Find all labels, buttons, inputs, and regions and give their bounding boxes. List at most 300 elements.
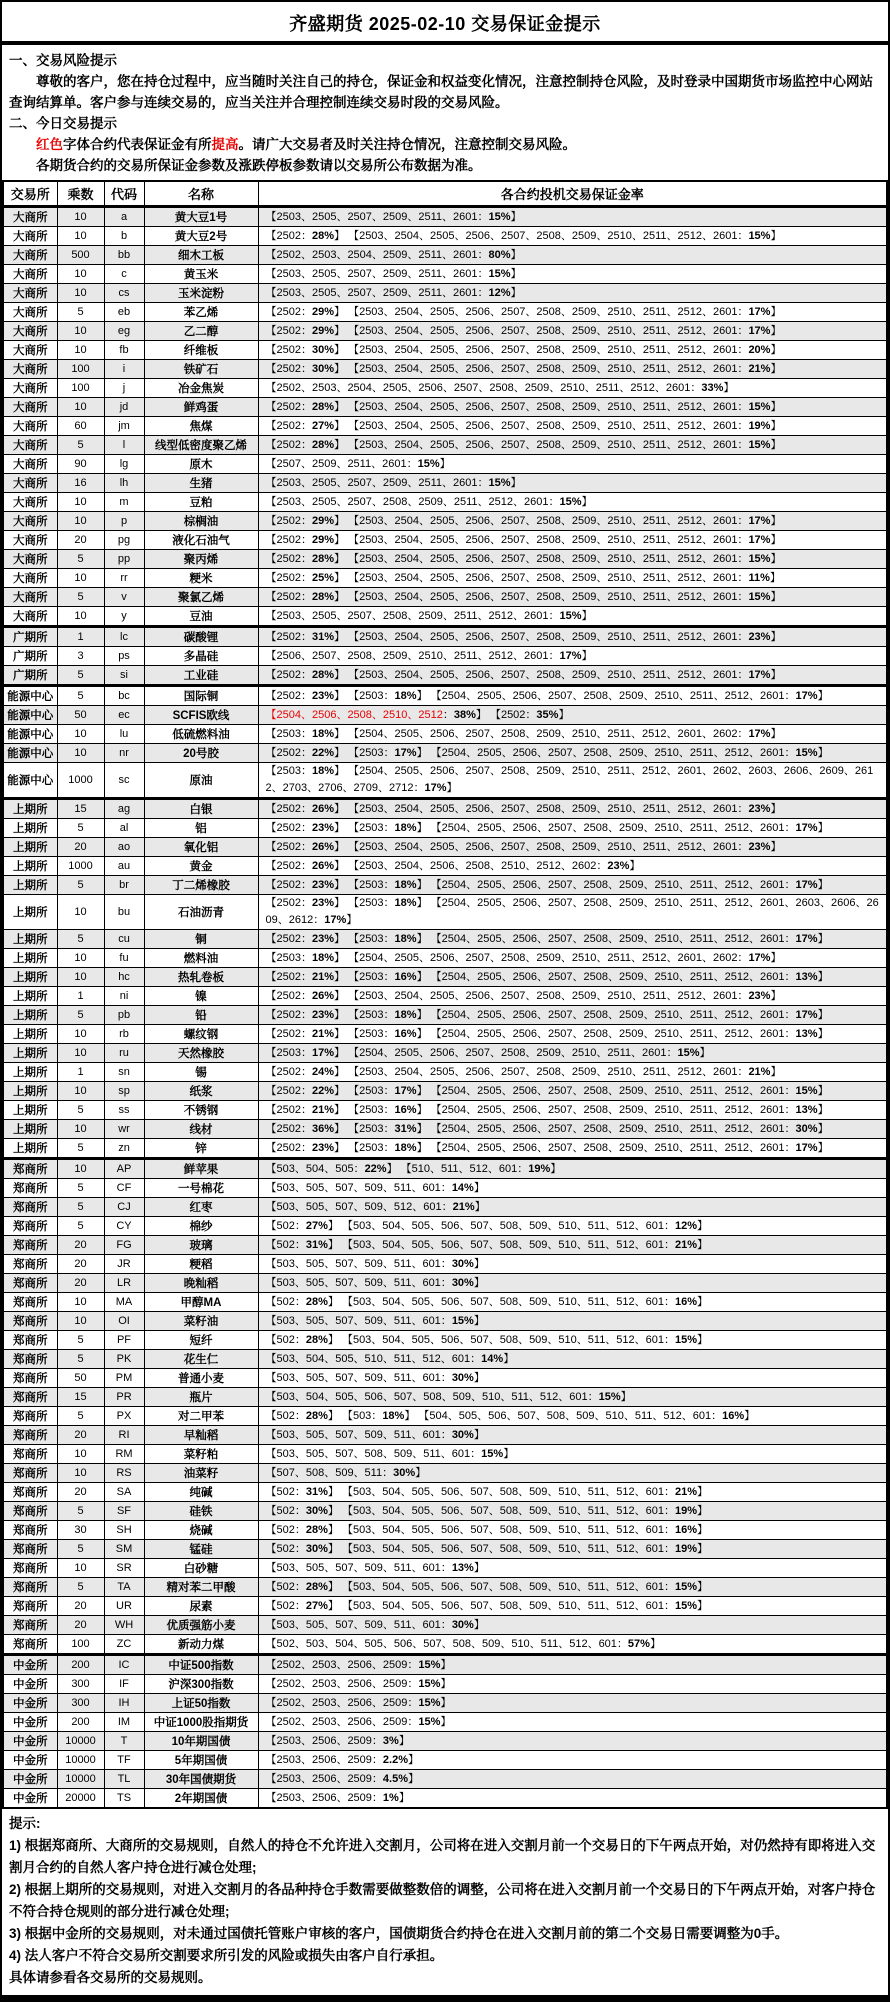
table-row — [3, 725, 887, 744]
name-cell: 5年期国债 — [144, 1751, 258, 1770]
code-cell: RI — [104, 1426, 144, 1445]
margin-rate-cell — [258, 1120, 887, 1139]
multiplier-cell: 15 — [57, 799, 104, 819]
multiplier-cell: 300 — [57, 1694, 104, 1713]
table-row — [3, 876, 887, 895]
multiplier-cell: 1 — [57, 987, 104, 1006]
name-cell: 粳米 — [144, 569, 258, 588]
table-row — [3, 857, 887, 876]
multiplier-cell: 5 — [57, 1198, 104, 1217]
table-row — [3, 1388, 887, 1407]
table-row — [3, 1350, 887, 1369]
code-cell: ss — [104, 1101, 144, 1120]
table-row — [3, 493, 887, 512]
multiplier-cell: 20 — [57, 1597, 104, 1616]
code-cell: IH — [104, 1694, 144, 1713]
margin-rate-cell — [258, 1713, 887, 1732]
exchange-cell: 中金所 — [3, 1675, 57, 1694]
exchange-cell: 上期所 — [3, 1139, 57, 1159]
margin-rate-cell — [258, 436, 887, 455]
multiplier-cell: 5 — [57, 1578, 104, 1597]
code-cell: rb — [104, 1025, 144, 1044]
margin-rate-cell — [258, 686, 887, 706]
name-cell: 纤维板 — [144, 341, 258, 360]
exchange-cell: 大商所 — [3, 455, 57, 474]
exchange-cell: 大商所 — [3, 588, 57, 607]
section2-highlight-line — [9, 134, 881, 155]
note-item: 4) 法人客户不符合交易所交割要求所引发的风险或损失由客户自行承担。 — [9, 1948, 444, 1963]
margin-contracts: 【2502：23%】 【2503：18%】 【2504、2505、2506、2507、2508、2509、2510、2511、2512、2601：17%】 — [265, 689, 829, 702]
table-row — [3, 569, 887, 588]
code-cell: y — [104, 607, 144, 627]
exchange-cell: 中金所 — [3, 1655, 57, 1675]
margin-contracts: 【2502：26%】 【2503、2504、2505、2506、2507、2508、2509、2510、2511、2512、2601：23%】 — [265, 989, 782, 1002]
exchange-cell: 郑商所 — [3, 1198, 57, 1217]
multiplier-cell: 16 — [57, 474, 104, 493]
margin-contracts: 【2502：31%】 【2503、2504、2505、2506、2507、2508、2509、2510、2511、2512、2601：23%】 — [265, 630, 782, 643]
name-cell: 碳酸锂 — [144, 627, 258, 647]
margin-contracts: 【2507、2509、2511、2601：15%】 — [265, 457, 451, 470]
code-cell: SM — [104, 1540, 144, 1559]
code-cell: hc — [104, 968, 144, 987]
table-row — [3, 1445, 887, 1464]
multiplier-cell: 5 — [57, 666, 104, 686]
name-cell: 苯乙烯 — [144, 303, 258, 322]
table-row — [3, 627, 887, 647]
exchange-cell: 上期所 — [3, 1006, 57, 1025]
exchange-cell: 郑商所 — [3, 1483, 57, 1502]
multiplier-cell: 10 — [57, 1312, 104, 1331]
exchange-cell: 郑商所 — [3, 1578, 57, 1597]
margin-contracts: 【2502：29%】 【2503、2504、2505、2506、2507、2508、2509、2510、2511、2512、2601：17%】 — [265, 324, 782, 337]
margin-rate-cell — [258, 799, 887, 819]
multiplier-cell: 30 — [57, 1521, 104, 1540]
margin-rate-cell — [258, 1675, 887, 1694]
multiplier-cell: 50 — [57, 706, 104, 725]
margin-rate-cell — [258, 1540, 887, 1559]
margin-contracts: 【2502：28%】 【2503、2504、2505、2506、2507、2508、2509、2510、2511、2512、2601：15%】 — [265, 552, 782, 565]
name-cell: 丁二烯橡胶 — [144, 876, 258, 895]
code-cell: sc — [104, 763, 144, 799]
exchange-cell: 广期所 — [3, 666, 57, 686]
exchange-cell: 能源中心 — [3, 686, 57, 706]
margin-contracts: 【2503、2506、2509：4.5%】 — [265, 1772, 419, 1785]
margin-contracts: 【503、505、507、508、509、511、601：15%】 — [265, 1447, 515, 1460]
table-row — [3, 930, 887, 949]
code-cell: TF — [104, 1751, 144, 1770]
margin-contracts: 【2502：28%】 【2503、2504、2505、2506、2507、2508、2509、2510、2511、2512、2601：17%】 — [265, 668, 782, 681]
margin-contracts: 【2502：29%】 【2503、2504、2505、2506、2507、2508、2509、2510、2511、2512、2601：17%】 — [265, 533, 782, 546]
multiplier-cell: 500 — [57, 246, 104, 265]
exchange-cell: 郑商所 — [3, 1502, 57, 1521]
table-row — [3, 1559, 887, 1578]
name-cell: 锡 — [144, 1063, 258, 1082]
margin-contracts: 【502：30%】 【503、504、505、506、507、508、509、510、511、512、601：19%】 — [265, 1504, 709, 1517]
code-cell: SA — [104, 1483, 144, 1502]
exchange-cell: 大商所 — [3, 550, 57, 569]
name-cell: 白砂糖 — [144, 1559, 258, 1578]
code-cell: ao — [104, 838, 144, 857]
exchange-cell: 郑商所 — [3, 1635, 57, 1655]
code-cell: AP — [104, 1159, 144, 1179]
margin-rate-cell — [258, 647, 887, 666]
multiplier-cell: 60 — [57, 417, 104, 436]
multiplier-cell: 10 — [57, 1445, 104, 1464]
exchange-cell: 郑商所 — [3, 1559, 57, 1578]
exchange-cell: 上期所 — [3, 1063, 57, 1082]
margin-rate-cell — [258, 1331, 887, 1350]
margin-contracts: 【503、505、507、509、512、601：21%】 — [265, 1200, 486, 1213]
code-cell: sn — [104, 1063, 144, 1082]
code-cell: ps — [104, 647, 144, 666]
margin-rate-cell — [258, 303, 887, 322]
margin-contracts: 【502：28%】 【503、504、505、506、507、508、509、510、511、512、601：16%】 — [265, 1523, 709, 1536]
exchange-cell: 中金所 — [3, 1770, 57, 1789]
table-row — [3, 1044, 887, 1063]
multiplier-cell: 10 — [57, 207, 104, 227]
name-cell: 线型低密度聚乙烯 — [144, 436, 258, 455]
margin-rate-cell — [258, 895, 887, 930]
exchange-cell: 中金所 — [3, 1713, 57, 1732]
name-cell: 聚氯乙烯 — [144, 588, 258, 607]
margin-contracts: 【2503：17%】 【2504、2505、2506、2507、2508、2509、2510、2511、2601：15%】 — [265, 1046, 711, 1059]
exchange-cell: 大商所 — [3, 284, 57, 303]
margin-contracts: 【2503、2505、2507、2509、2511、2601：15%】 — [265, 267, 522, 280]
code-cell: bb — [104, 246, 144, 265]
name-cell: 中证500指数 — [144, 1655, 258, 1675]
exchange-cell: 广期所 — [3, 627, 57, 647]
table-row — [3, 284, 887, 303]
margin-rate-cell — [258, 1006, 887, 1025]
name-cell: 铝 — [144, 819, 258, 838]
multiplier-cell: 10 — [57, 607, 104, 627]
name-cell: 菜籽粕 — [144, 1445, 258, 1464]
multiplier-cell: 10000 — [57, 1732, 104, 1751]
margin-rate-cell — [258, 1483, 887, 1502]
multiplier-cell: 10 — [57, 1159, 104, 1179]
margin-rate-cell — [258, 1597, 887, 1616]
table-row — [3, 550, 887, 569]
multiplier-cell: 10 — [57, 1044, 104, 1063]
exchange-cell: 大商所 — [3, 265, 57, 284]
exchange-cell: 大商所 — [3, 398, 57, 417]
margin-rate-cell — [258, 876, 887, 895]
page-title: 齐盛期货 2025-02-10 交易保证金提示 — [2, 2, 888, 45]
multiplier-cell: 10000 — [57, 1770, 104, 1789]
multiplier-cell: 100 — [57, 360, 104, 379]
multiplier-cell: 5 — [57, 1540, 104, 1559]
margin-rate-cell — [258, 569, 887, 588]
margin-rate-cell — [258, 1464, 887, 1483]
exchange-cell: 能源中心 — [3, 763, 57, 799]
table-row — [3, 512, 887, 531]
margin-contracts: 【2502：23%】 【2503：18%】 【2504、2505、2506、2507、2508、2509、2510、2511、2512、2601：17%】 — [265, 1008, 829, 1021]
code-cell: IF — [104, 1675, 144, 1694]
margin-rate-cell — [258, 227, 887, 246]
table-row — [3, 1578, 887, 1597]
margin-contracts: 【2502：21%】 【2503：16%】 【2504、2505、2506、2507、2508、2509、2510、2511、2512、2601：13%】 — [265, 1103, 829, 1116]
name-cell: 工业硅 — [144, 666, 258, 686]
section2-heading: 二、今日交易提示 — [9, 116, 117, 131]
code-cell: v — [104, 588, 144, 607]
table-row — [3, 1521, 887, 1540]
multiplier-cell: 5 — [57, 1101, 104, 1120]
margin-contracts: 【2502、2503、2506、2509：15%】 — [265, 1696, 452, 1709]
code-cell: l — [104, 436, 144, 455]
margin-rate-cell — [258, 1751, 887, 1770]
margin-contracts: 【2502：21%】 【2503：16%】 【2504、2505、2506、2507、2508、2509、2510、2511、2512、2601：13%】 — [265, 970, 829, 983]
name-cell: 豆油 — [144, 607, 258, 627]
exchange-cell: 郑商所 — [3, 1426, 57, 1445]
table-row — [3, 1694, 887, 1713]
multiplier-cell: 10 — [57, 322, 104, 341]
table-row — [3, 588, 887, 607]
name-cell: 30年国债期货 — [144, 1770, 258, 1789]
code-cell: ru — [104, 1044, 144, 1063]
margin-contracts: 【2502、2503、2504、2505、2506、2507、2508、2509、2510、2511、2512、2601：33%】 — [265, 381, 735, 394]
margin-rate-cell — [258, 666, 887, 686]
multiplier-cell: 10 — [57, 265, 104, 284]
highlight-text: 提高 — [211, 137, 239, 152]
name-cell: 短纤 — [144, 1331, 258, 1350]
plain-text: 。请广大交易者及时关注持仓情况，注意控制交易风险。 — [238, 137, 576, 152]
table-row — [3, 1616, 887, 1635]
margin-rate-cell — [258, 474, 887, 493]
table-row — [3, 1369, 887, 1388]
margin-rate-cell — [258, 763, 887, 799]
code-cell: eg — [104, 322, 144, 341]
note-item: 3) 根据中金所的交易规则，对未通过国债托管账户审核的客户，国债期货合约持仓在进入交割月前的第二个交易日需要调整为0手。 — [9, 1926, 789, 1941]
multiplier-cell: 10 — [57, 227, 104, 246]
margin-contracts: 【502：27%】 【503、504、505、506、507、508、509、510、511、512、601：12%】 — [265, 1219, 709, 1232]
multiplier-cell: 15 — [57, 1388, 104, 1407]
exchange-cell: 上期所 — [3, 838, 57, 857]
margin-contracts: 【2502：29%】 【2503、2504、2505、2506、2507、2508、2509、2510、2511、2512、2601：17%】 — [265, 305, 782, 318]
margin-rate-cell — [258, 1694, 887, 1713]
margin-contracts: 【503、505、507、509、511、601：30%】 — [265, 1371, 485, 1384]
code-cell: au — [104, 857, 144, 876]
table-row — [3, 436, 887, 455]
notes-section — [2, 1809, 888, 1995]
margin-contracts: 【2502：26%】 【2503、2504、2505、2506、2507、2508、2509、2510、2511、2512、2601：23%】 — [265, 802, 782, 815]
margin-contracts: 【2502、2503、2506、2509：15%】 — [265, 1677, 452, 1690]
name-cell: 石油沥青 — [144, 895, 258, 930]
name-cell: 一号棉花 — [144, 1179, 258, 1198]
code-cell: jd — [104, 398, 144, 417]
table-row — [3, 455, 887, 474]
code-cell: rr — [104, 569, 144, 588]
exchange-cell: 郑商所 — [3, 1159, 57, 1179]
margin-rate-cell — [258, 341, 887, 360]
section1-heading: 一、交易风险提示 — [9, 53, 117, 68]
name-cell: 多晶硅 — [144, 647, 258, 666]
exchange-cell: 中金所 — [3, 1789, 57, 1809]
margin-rate-cell — [258, 706, 887, 725]
exchange-cell: 大商所 — [3, 569, 57, 588]
exchange-cell: 中金所 — [3, 1751, 57, 1770]
table-row — [3, 706, 887, 725]
code-cell: pg — [104, 531, 144, 550]
margin-rate-cell — [258, 949, 887, 968]
margin-contracts: ：38%】 【2502：35%】 — [442, 708, 570, 721]
margin-rate-cell — [258, 1578, 887, 1597]
name-cell: 液化石油气 — [144, 531, 258, 550]
multiplier-cell: 5 — [57, 1139, 104, 1159]
table-row — [3, 799, 887, 819]
table-row — [3, 531, 887, 550]
multiplier-cell: 10 — [57, 398, 104, 417]
name-cell: 纯碱 — [144, 1483, 258, 1502]
name-cell: 铁矿石 — [144, 360, 258, 379]
margin-contracts: 【2502、2503、2506、2509：15%】 — [265, 1658, 452, 1671]
margin-rate-cell — [258, 1789, 887, 1809]
table-row — [3, 417, 887, 436]
exchange-cell: 大商所 — [3, 512, 57, 531]
code-cell: br — [104, 876, 144, 895]
table-row — [3, 1770, 887, 1789]
code-cell: eb — [104, 303, 144, 322]
margin-contracts: 【2502、2503、2504、2509、2511、2601：80%】 — [265, 248, 522, 261]
exchange-cell: 大商所 — [3, 531, 57, 550]
margin-rate-cell — [258, 1025, 887, 1044]
multiplier-cell: 10 — [57, 949, 104, 968]
multiplier-cell: 5 — [57, 686, 104, 706]
multiplier-cell: 300 — [57, 1675, 104, 1694]
name-cell: 鲜苹果 — [144, 1159, 258, 1179]
margin-contracts: 【2502：24%】 【2503、2504、2505、2506、2507、2508、2509、2510、2511、2512、2601：21%】 — [265, 1065, 782, 1078]
table-row — [3, 322, 887, 341]
table-row — [3, 838, 887, 857]
exchange-cell: 上期所 — [3, 857, 57, 876]
exchange-cell: 中金所 — [3, 1732, 57, 1751]
margin-contracts: 【2503：18%】 【2504、2505、2506、2507、2508、2509、2510、2511、2512、2601、2602：17%】 — [265, 727, 782, 740]
exchange-cell: 上期所 — [3, 1082, 57, 1101]
name-cell: 花生仁 — [144, 1350, 258, 1369]
exchange-cell: 大商所 — [3, 360, 57, 379]
margin-rate-cell — [258, 379, 887, 398]
margin-rate-cell — [258, 1635, 887, 1655]
name-cell: 铜 — [144, 930, 258, 949]
code-cell: CY — [104, 1217, 144, 1236]
exchange-cell: 大商所 — [3, 474, 57, 493]
multiplier-cell: 20 — [57, 1616, 104, 1635]
margin-contracts: 【2502：27%】 【2503、2504、2505、2506、2507、2508、2509、2510、2511、2512、2601：19%】 — [265, 419, 782, 432]
margin-rate-cell — [258, 1159, 887, 1179]
margin-contracts: 【2502：26%】 【2503、2504、2505、2506、2507、2508、2509、2510、2511、2512、2601：23%】 — [265, 840, 782, 853]
name-cell: 10年期国债 — [144, 1732, 258, 1751]
margin-contracts: 【502：30%】 【503、504、505、506、507、508、509、510、511、512、601：19%】 — [265, 1542, 709, 1555]
margin-contracts: 【2502：22%】 【2503：17%】 【2504、2505、2506、2507、2508、2509、2510、2511、2512、2601：15%】 — [265, 746, 829, 759]
table-row — [3, 1082, 887, 1101]
code-cell: OI — [104, 1312, 144, 1331]
margin-rate-cell — [258, 987, 887, 1006]
multiplier-cell: 20 — [57, 838, 104, 857]
code-cell: lh — [104, 474, 144, 493]
name-cell: 沪深300指数 — [144, 1675, 258, 1694]
code-cell: ag — [104, 799, 144, 819]
table-row — [3, 1464, 887, 1483]
margin-rate-cell — [258, 588, 887, 607]
multiplier-cell: 10 — [57, 493, 104, 512]
multiplier-cell: 1000 — [57, 763, 104, 799]
exchange-cell: 郑商所 — [3, 1312, 57, 1331]
margin-rate-cell — [258, 1063, 887, 1082]
table-row — [3, 1732, 887, 1751]
multiplier-cell: 10 — [57, 895, 104, 930]
multiplier-cell: 10000 — [57, 1751, 104, 1770]
margin-contracts: 【2503、2505、2507、2508、2509、2511、2512、2601：15%】 — [265, 609, 593, 622]
name-cell: 细木工板 — [144, 246, 258, 265]
code-cell: RM — [104, 1445, 144, 1464]
table-row — [3, 1255, 887, 1274]
table-row — [3, 1502, 887, 1521]
multiplier-cell: 20 — [57, 531, 104, 550]
code-cell: UR — [104, 1597, 144, 1616]
name-cell: 低硫燃料油 — [144, 725, 258, 744]
code-cell: MA — [104, 1293, 144, 1312]
margin-rate-cell — [258, 1236, 887, 1255]
code-cell: TS — [104, 1789, 144, 1809]
name-cell: 棕榈油 — [144, 512, 258, 531]
margin-rate-cell — [258, 838, 887, 857]
margin-rate-cell — [258, 1732, 887, 1751]
code-cell: p — [104, 512, 144, 531]
code-cell: lu — [104, 725, 144, 744]
margin-rate-cell — [258, 1179, 887, 1198]
margin-contracts: 【2503、2505、2507、2509、2511、2601：15%】 — [265, 210, 522, 223]
name-cell: 原油 — [144, 763, 258, 799]
table-row — [3, 1635, 887, 1655]
multiplier-cell: 5 — [57, 550, 104, 569]
multiplier-cell: 5 — [57, 1331, 104, 1350]
multiplier-cell: 20 — [57, 1274, 104, 1293]
multiplier-cell: 10 — [57, 1120, 104, 1139]
note-item: 2) 根据上期所的交易规则，对进入交割月的各品种持仓手数需要做整数倍的调整，公司将在进入交割月前一个交易日的下午两点开始，对客户持仓不符合持仓规则的部分进行减仓处理; — [9, 1882, 876, 1919]
exchange-cell: 郑商所 — [3, 1540, 57, 1559]
name-cell: 玻璃 — [144, 1236, 258, 1255]
margin-contracts: 【2502：28%】 【2503、2504、2505、2506、2507、2508、2509、2510、2511、2512、2601：15%】 — [265, 590, 782, 603]
name-cell: 黄大豆1号 — [144, 207, 258, 227]
table-row — [3, 1540, 887, 1559]
raised-margin-contracts: 【2504、2506、2508、2510、2512 — [265, 708, 443, 721]
margin-contracts: 【2502：28%】 【2503、2504、2505、2506、2507、2508、2509、2510、2511、2512、2601：15%】 — [265, 229, 782, 242]
table-row — [3, 303, 887, 322]
code-cell: wr — [104, 1120, 144, 1139]
code-cell: TL — [104, 1770, 144, 1789]
code-cell: SH — [104, 1521, 144, 1540]
multiplier-cell: 10 — [57, 512, 104, 531]
code-cell: nr — [104, 744, 144, 763]
name-cell: 粳稻 — [144, 1255, 258, 1274]
code-cell: PR — [104, 1388, 144, 1407]
col-header-margin-rate: 各合约投机交易保证金率 — [258, 181, 887, 207]
code-cell: bu — [104, 895, 144, 930]
margin-contracts: 【2502：23%】 【2503：18%】 【2504、2505、2506、2507、2508、2509、2510、2511、2512、2601：17%】 — [265, 878, 829, 891]
multiplier-cell: 100 — [57, 1635, 104, 1655]
table-row — [3, 1274, 887, 1293]
exchange-cell: 大商所 — [3, 379, 57, 398]
margin-contracts: 【2502：23%】 【2503：18%】 【2504、2505、2506、2507、2508、2509、2510、2511、2512、2601：17%】 — [265, 932, 829, 945]
name-cell: 黄大豆2号 — [144, 227, 258, 246]
margin-contracts: 【503、504、505、506、507、508、509、510、511、512、601：15%】 — [265, 1390, 632, 1403]
margin-rate-cell — [258, 360, 887, 379]
multiplier-cell: 10 — [57, 1464, 104, 1483]
table-row — [3, 246, 887, 265]
name-cell: 菜籽油 — [144, 1312, 258, 1331]
exchange-cell: 上期所 — [3, 987, 57, 1006]
table-row — [3, 360, 887, 379]
multiplier-cell: 5 — [57, 930, 104, 949]
